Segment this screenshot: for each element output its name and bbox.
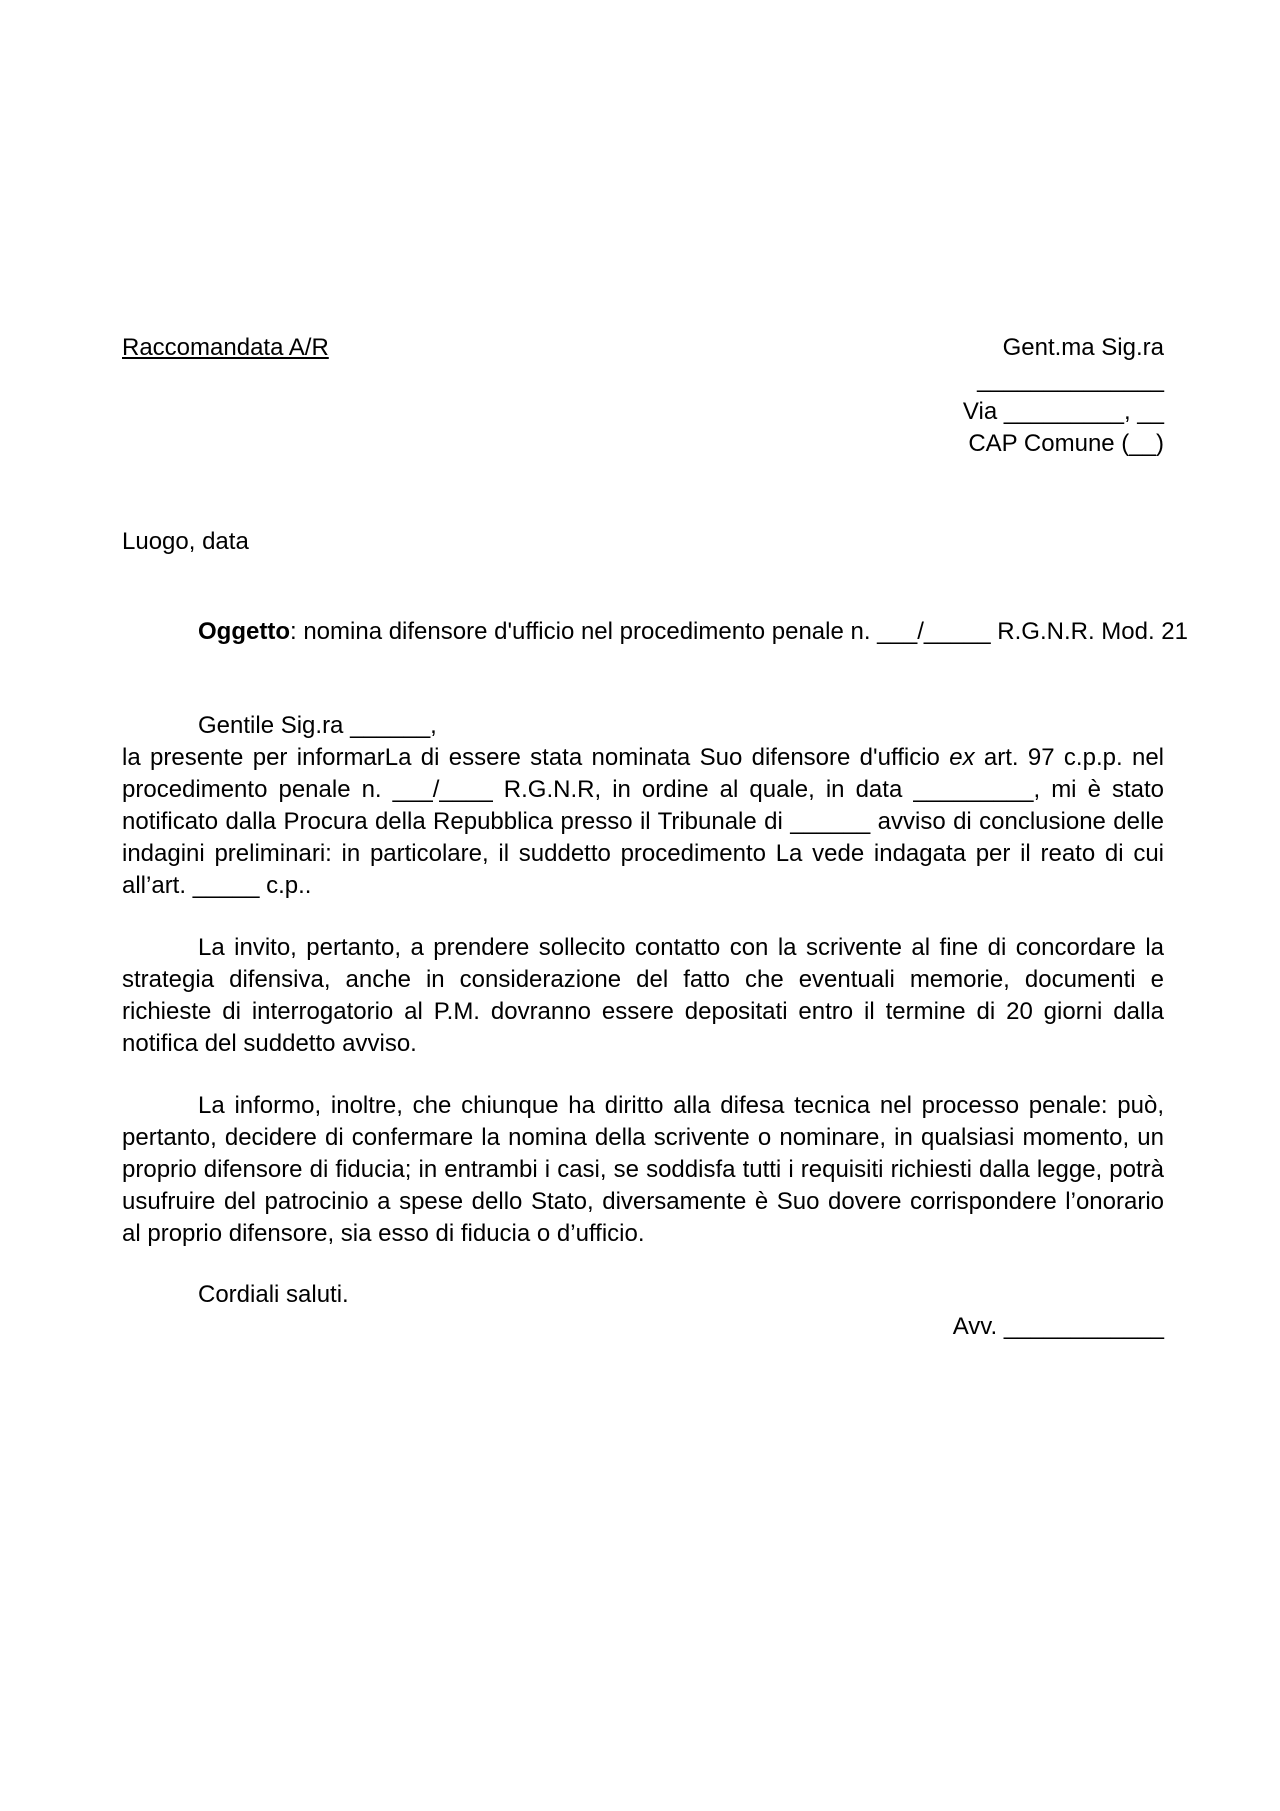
recipient-city-line: CAP Comune (__) <box>968 430 1164 457</box>
paragraph-1-text-b: art. 97 c.p.p. nel procedimento penale n. ___/____ R.G.N.R, in ordine al quale, in data _________, mi è stato notificato dalla Procura della Repubblica presso il Tribunale di ______ avviso di conclusione delle indagini preliminari: in particolare, il suddetto procedimento La vede indagata per il reato di cui all’art. _____ c.p.. <box>122 744 1164 899</box>
paragraph-2-block <box>122 932 1164 1060</box>
paragraph-1 <box>122 742 1164 902</box>
subject-label: Oggetto <box>198 618 290 645</box>
subject-line <box>198 616 1188 648</box>
subject-text: : nomina difensore d'ufficio nel procedimento penale n. ___/_____ R.G.N.R. Mod. 21 <box>289 618 1189 645</box>
recipient-address-line: Via _________, __ <box>962 398 1164 425</box>
paragraph-3: La informo, inoltre, che chiunque ha diritto alla difesa tecnica nel processo penale: può, pertanto, decidere di confermare la nomina della scrivente o nominare, in qualsiasi momento, un proprio difensore di fiducia; in entrambi i casi, se soddisfa tutti i requisiti richiesti dalla legge, potrà usufruire del patrocinio a spese dello Stato, diversamente è Suo dovere corrispondere l’onorario al proprio difensore, sia esso di fiducia o d’ufficio. <box>122 1092 1164 1247</box>
place-date: Luogo, data <box>122 528 249 555</box>
paragraph-2: La invito, pertanto, a prendere sollecito contatto con la scrivente al fine di concordare la strategia difensiva, anche in considerazione del fatto che eventuali memorie, documenti e richieste di interrogatorio al P.M. dovranno essere depositati entro il termine di 20 giorni dalla notifica del suddetto avviso. <box>122 934 1164 1057</box>
paragraph-1-text-a: la presente per informarLa di essere stata nominata Suo difensore d'ufficio <box>122 744 950 771</box>
signature-line: Avv. ____________ <box>952 1313 1164 1340</box>
recipient-title: Gent.ma Sig.ra <box>1002 334 1164 361</box>
recipient-name-line: ______________ <box>977 366 1164 393</box>
paragraph-1-italic: ex <box>949 744 975 771</box>
registered-mail-heading: Raccomandata A/R <box>122 334 329 361</box>
greeting: Gentile Sig.ra ______, <box>198 712 437 739</box>
first-paragraph-block <box>122 710 1164 902</box>
paragraph-3-block <box>122 1090 1164 1250</box>
closing: Cordiali saluti. <box>198 1281 349 1308</box>
recipient-block <box>963 332 1164 460</box>
